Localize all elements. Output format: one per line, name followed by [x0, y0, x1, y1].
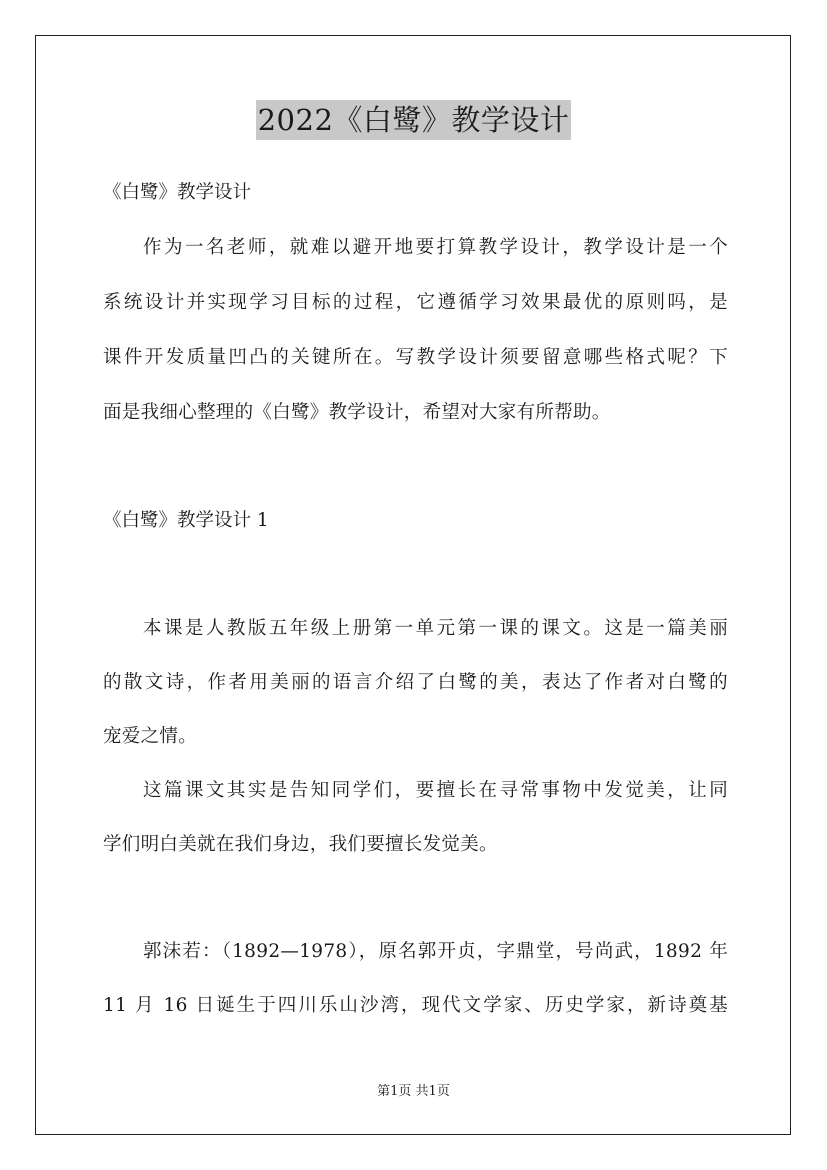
intro-line-3: 课件开发质量凹凸的关键所在。写教学设计须要留意哪些格式呢？下: [103, 347, 728, 368]
para1-line-2: 的散文诗，作者用美丽的语言介绍了白鹭的美，表达了作者对白鹭的: [103, 672, 728, 693]
intro-line-1: 作为一名老师，就难以避开地要打算教学设计，教学设计是一个: [143, 237, 728, 258]
section-1-heading: 《白鹭》教学设计 1: [103, 510, 269, 531]
document-title: 2022《白鹭》教学设计: [256, 100, 572, 140]
intro-line-4: 面是我细心整理的《白鹭》教学设计，希望对大家有所帮助。: [103, 402, 611, 423]
page-footer: 第1页 共1页: [377, 1084, 450, 1099]
intro-line-2: 系统设计并实现学习目标的过程，它遵循学习效果最优的原则吗，是: [103, 292, 728, 313]
para1-line-1: 本课是人教版五年级上册第一单元第一课的课文。这是一篇美丽: [143, 618, 728, 639]
para2-line-1: 这篇课文其实是告知同学们，要擅长在寻常事物中发觉美，让同: [143, 780, 728, 801]
para2-line-2: 学们明白美就在我们身边，我们要擅长发觉美。: [103, 834, 498, 855]
para1-line-3: 宠爱之情。: [103, 726, 198, 747]
para3-line-2: 11 月 16 日诞生于四川乐山沙湾，现代文学家、历史学家，新诗奠基: [103, 995, 728, 1016]
main-heading: 《白鹭》教学设计: [103, 182, 252, 203]
para3-line-1: 郭沫若：（1892—1978），原名郭开贞，字鼎堂，号尚武，1892 年: [143, 941, 728, 962]
title-container: [0, 100, 827, 140]
